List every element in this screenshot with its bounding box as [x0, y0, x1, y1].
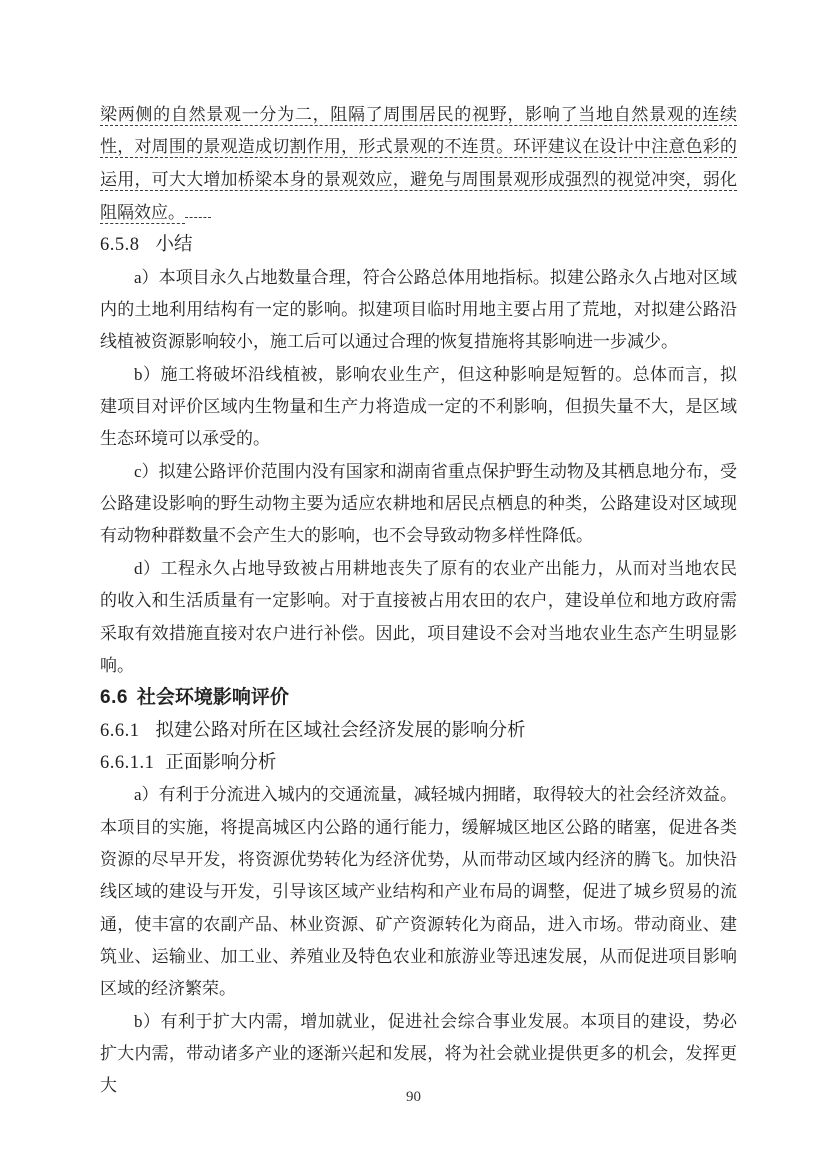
section-title: 社会环境影响评价 [136, 687, 289, 709]
document-text-column [100, 99, 737, 1103]
page-number: 90 [406, 1089, 421, 1105]
section-number: 6.6.1.1 [100, 752, 155, 773]
section-number: 6.5.8 [100, 235, 140, 256]
section-heading-6-6-1 [100, 715, 737, 747]
summary-item-b: b）施工将破坏沿线植被，影响农业生产，但这种影响是短暂的。总体而言，拟建项目对评价区域内生物量和生产力将造成一定的不利影响，但损失量不大，是区域生态环境可以承受的。 [100, 364, 737, 449]
page-footer [0, 1089, 827, 1106]
section-number: 6.6 [100, 687, 128, 709]
underline-tail-mark [185, 196, 211, 218]
section-title: 正面影响分析 [165, 752, 277, 773]
summary-item-c: c）拟建公路评价范围内没有国家和湖南省重点保护野生动物及其栖息地分布，受公路建设影响的野生动物主要为适应农耕地和居民点栖息的种类，公路建设对区域现有动物种群数量不会产生大的影响，也不会导致动物多样性降低。 [100, 461, 737, 546]
section-heading-6-6-1-1 [100, 747, 737, 779]
positive-impact-item-b: b）有利于扩大内需，增加就业，促进社会综合事业发展。本项目的建设，势必扩大内需，带动诸多产业的逐渐兴起和发展，将为社会就业提供更多的机会，发挥更大 [100, 1011, 737, 1096]
section-title: 小结 [155, 235, 193, 256]
summary-item-d: d）工程永久占地导致被占用耕地丧失了原有的农业产出能力，从而对当地农民的收入和生活质量有一定影响。对于直接被占用农田的农户，建设单位和地方政府需采取有效措施直接对农户进行补偿。因此，项目建设不会对当地农业生态产生明显影响。 [100, 558, 737, 675]
section-title: 拟建公路对所在区域社会经济发展的影响分析 [155, 720, 526, 741]
summary-item-a: a）本项目永久占地数量合理，符合公路总体用地指标。拟建公路永久占地对区域内的土地利用结构有一定的影响。拟建项目临时用地主要占用了荒地，对拟建公路沿线植被资源影响较小，施工后可以通过合理的恢复措施将其影响进一步减少。 [100, 267, 737, 352]
section-heading-6-5-8 [100, 229, 737, 261]
leading-underlined-paragraph [100, 99, 737, 229]
positive-impact-item-a: a）有利于分流进入城内的交通流量，减轻城内拥睹，取得较大的社会经济效益。本项目的实施，将提高城区内公路的通行能力，缓解城区地区公路的睹塞，促进各类资源的尽早开发，将资源优势转化为经济优势，从而带动区域内经济的腾飞。加快沿线区域的建设与开发，引导该区域产业结构和产业布局的调整，促进了城乡贸易的流通，使丰富的农副产品、林业资源、矿产资源转化为商品，进入市场。带动商业、建筑业、运输业、加工业、养殖业及特色农业和旅游业等迅速发展，从而促进项目影响区域的经济繁荣。 [100, 785, 737, 999]
section-number: 6.6.1 [100, 720, 140, 741]
section-heading-6-6 [100, 682, 737, 714]
leading-paragraph-text: 梁两侧的自然景观一分为二，阻隔了周围居民的视野，影响了当地自然景观的连续性，对周围的景观造成切割作用，形式景观的不连贯。环评建议在设计中注意色彩的运用，可大大增加桥梁本身的景观效应，避免与周围景观形成强烈的视觉冲突，弱化阻隔效应。 [100, 105, 737, 223]
